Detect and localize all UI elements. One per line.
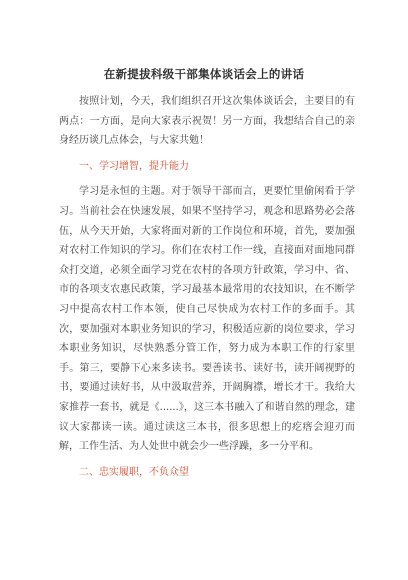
intro-paragraph: 按照计划，今天，我们组织召开这次集体谈话会，主要目的有两点：一方面，是向大家表示祝贺！另一方面，我想结合自己的亲身经历谈几点体会，与大家共勉！ xyxy=(59,96,355,147)
document-title: 在新提拔科级干部集体谈话会上的讲话 xyxy=(103,67,305,81)
document-body xyxy=(59,92,355,482)
section-heading-1: 一、学习增智，提升能力 xyxy=(79,160,189,172)
section-heading-2: 二、忠实履职，不负众望 xyxy=(79,466,189,478)
section-paragraph-1: 学习是永恒的主题。对于领导干部而言，更要忙里偷闲看于学习。当前社会在快速发展，如果不坚持学习，观念和思路势必会落伍，从今天开始，大家将面对新的工作岗位和环境，首先，要加强对农村工作知识的学习。你们在农村工作一线，直接面对面地同群众打交道，必须全面学习党在农村的各项方针政策，学习中、省、市的各项支农惠民政策，学习最基本最常用的农技知识，在不断学习中提高农村工作本领，使自己尽快成为农村工作的多面手。其次，要加强对本职业务知识的学习，积极适应新的岗位要求，学习本职业务知识，尽快熟悉分管工作，努力成为本职工作的行家里手。第三，要静下心来多读书。要善读书、读好书，读开阔视野的书，要通过读好书，从中汲取营养，开阔胸襟，增长才干。我给大家推荐一套书，就是《......》，这三本书融入了和谐自然的理念，建议大家都读一读。通过读这三本书，很多思想上的疙瘩会迎刃而解，工作生活、为人处世中就会少一些浮躁，多一分平和。 xyxy=(59,186,355,453)
